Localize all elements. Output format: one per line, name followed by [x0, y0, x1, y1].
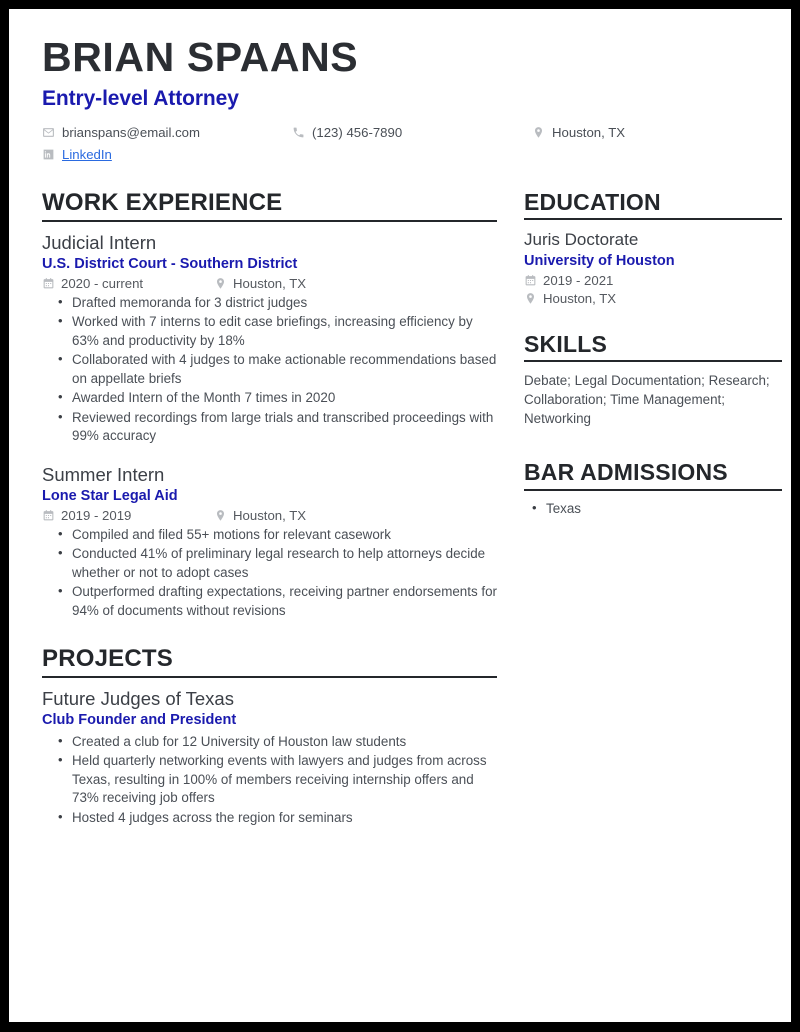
education-location — [524, 291, 782, 306]
section-divider — [524, 218, 782, 220]
education-meta — [524, 273, 782, 306]
work-entry-meta — [42, 276, 497, 291]
calendar-icon — [42, 509, 55, 522]
bullet-item: • Reviewed recordings from large trials and transcribed proceedings with 99% accuracy — [72, 409, 497, 446]
section-divider — [42, 676, 497, 678]
work-entry — [42, 231, 497, 446]
section-divider — [524, 360, 782, 362]
contact-linkedin-link[interactable]: LinkedIn — [62, 147, 112, 163]
calendar-icon — [42, 277, 55, 290]
work-entry-date-text: 2020 - current — [61, 275, 144, 291]
section-title-skills: SKILLS — [524, 330, 607, 357]
contact-phone[interactable] — [292, 125, 532, 140]
contact-location — [532, 125, 625, 140]
candidate-name: BRIAN SPAANS — [42, 34, 359, 80]
bullet-item: • Conducted 41% of preliminary legal research to help attorneys decide whether or not to adopt cases — [72, 545, 497, 582]
bullet-item: • Held quarterly networking events with lawyers and judges from across Texas, resulting in 100% of members receiving internship offers and 73% receiving job offers — [72, 752, 497, 808]
resume-header — [42, 36, 765, 162]
work-entry-location-text: Houston, TX — [233, 275, 307, 291]
work-entry-organization: Lone Star Legal Aid — [42, 487, 178, 504]
work-entry-organization: U.S. District Court - Southern District — [42, 255, 298, 272]
calendar-icon — [524, 274, 537, 287]
section-projects — [42, 645, 497, 827]
education-degree: Juris Doctorate — [524, 230, 639, 250]
project-entry-bullets — [42, 733, 497, 828]
list-item: • Texas — [546, 500, 782, 519]
section-divider — [524, 489, 782, 491]
bullet-item: • Outperformed drafting expectations, receiving partner endorsements for 94% of documents without revisions — [72, 583, 497, 620]
work-entry-date — [42, 276, 214, 291]
section-education — [524, 189, 782, 306]
bar-admissions-list — [524, 500, 782, 519]
project-entry-title: Future Judges of Texas — [42, 687, 234, 709]
education-entry — [524, 229, 782, 305]
work-entry-bullets — [42, 526, 497, 621]
contact-info — [42, 125, 765, 162]
work-entry-location-text: Houston, TX — [233, 507, 307, 523]
work-entry-location — [214, 276, 306, 291]
location-pin-icon — [524, 292, 537, 305]
work-entry-role: Summer Intern — [42, 463, 165, 485]
column-gap — [497, 189, 524, 832]
phone-icon — [292, 126, 305, 139]
section-title-education: EDUCATION — [524, 189, 661, 216]
bullet-item: • Collaborated with 4 judges to make actionable recommendations based on appellate briefs — [72, 351, 497, 388]
section-skills — [524, 331, 782, 429]
work-entry-date-text: 2019 - 2019 — [61, 507, 132, 523]
contact-location-text: Houston, TX — [552, 125, 626, 141]
section-title-projects: PROJECTS — [42, 645, 173, 673]
education-location-text: Houston, TX — [543, 290, 617, 306]
education-date — [524, 273, 782, 288]
work-entry-location — [214, 508, 306, 523]
work-entry-role: Judicial Intern — [42, 231, 157, 253]
bullet-item: • Hosted 4 judges across the region for seminars — [72, 809, 497, 828]
right-column — [524, 189, 782, 832]
education-school: University of Houston — [524, 252, 675, 269]
envelope-icon — [42, 126, 55, 139]
section-work-experience — [42, 189, 497, 620]
section-bar-admissions — [524, 459, 782, 518]
bullet-item: • Created a club for 12 University of Houston law students — [72, 733, 497, 752]
contact-email[interactable] — [42, 125, 292, 140]
project-entry-role: Club Founder and President — [42, 711, 237, 728]
section-title-bar-admissions: BAR ADMISSIONS — [524, 459, 728, 486]
work-entry-date — [42, 508, 214, 523]
contact-email-text: brianspans@email.com — [62, 125, 200, 141]
section-divider — [42, 220, 497, 222]
candidate-job-title: Entry-level Attorney — [42, 87, 239, 111]
work-entry-meta — [42, 508, 497, 523]
left-column — [42, 189, 497, 832]
resume-page — [9, 9, 791, 1022]
contact-phone-text: (123) 456-7890 — [312, 125, 403, 141]
project-entry — [42, 687, 497, 827]
bullet-item: • Awarded Intern of the Month 7 times in 2020 — [72, 389, 497, 408]
work-entry — [42, 463, 497, 620]
linkedin-icon — [42, 148, 55, 161]
resume-body — [42, 189, 770, 832]
work-entry-bullets — [42, 294, 497, 446]
location-pin-icon — [214, 509, 227, 522]
contact-linkedin[interactable] — [42, 147, 765, 162]
bullet-item: • Worked with 7 interns to edit case briefings, increasing efficiency by 63% and productivity by 18% — [72, 313, 497, 350]
location-pin-icon — [214, 277, 227, 290]
location-pin-icon — [532, 126, 545, 139]
bullet-item: • Compiled and filed 55+ motions for relevant casework — [72, 526, 497, 545]
skills-list-text: Debate; Legal Documentation; Research; Collaboration; Time Management; Networking — [524, 373, 770, 427]
section-title-work-experience: WORK EXPERIENCE — [42, 189, 283, 217]
bullet-item: • Drafted memoranda for 3 district judges — [72, 294, 497, 313]
education-date-text: 2019 - 2021 — [543, 272, 614, 288]
